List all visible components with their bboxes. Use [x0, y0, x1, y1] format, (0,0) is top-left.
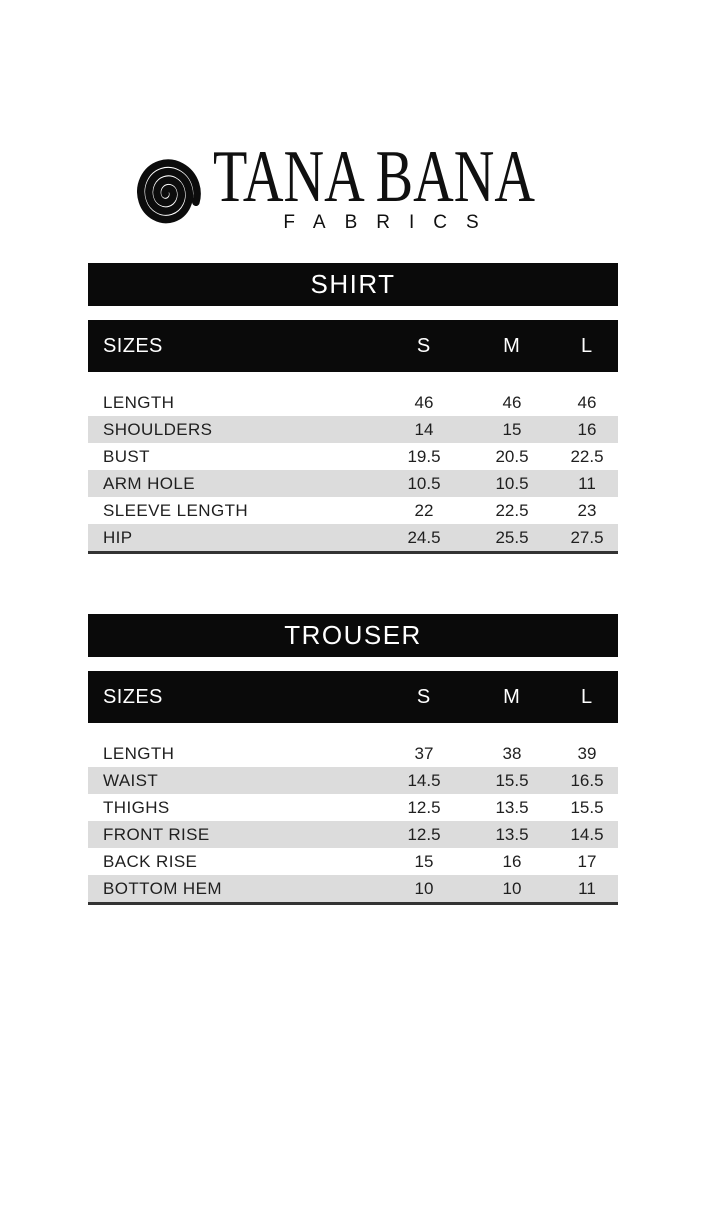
row-value-l: 11	[578, 473, 596, 493]
brand-name	[213, 136, 549, 218]
row-value-l: 15.5	[570, 797, 604, 817]
size-column-m: M	[503, 685, 521, 708]
table-rows	[88, 389, 618, 554]
row-value-l: 11	[578, 878, 596, 898]
spiral-icon	[137, 156, 201, 227]
table-row	[88, 416, 618, 443]
sizes-header-label: SIZES	[103, 334, 163, 357]
row-value-s: 12.5	[407, 797, 441, 817]
row-value-l: 16	[577, 419, 597, 439]
row-label: BUST	[103, 446, 150, 466]
table-title: SHIRT	[310, 269, 396, 299]
row-label: LENGTH	[103, 392, 175, 412]
row-value-s: 10.5	[407, 473, 441, 493]
row-value-s: 15	[414, 851, 434, 871]
table-row	[88, 821, 618, 848]
size-table-trouser	[88, 614, 618, 905]
sizes-header-label: SIZES	[103, 685, 163, 708]
size-column-s: S	[416, 685, 432, 708]
row-value-s: 14.5	[407, 770, 441, 790]
row-value-m: 15	[502, 419, 522, 439]
row-value-s: 19.5	[407, 446, 441, 466]
table-row	[88, 443, 618, 470]
row-value-l: 46	[577, 392, 597, 412]
table-row	[88, 848, 618, 875]
table-title-bar	[88, 263, 618, 306]
table-header-row	[88, 671, 618, 723]
row-value-s: 24.5	[407, 527, 441, 547]
brand-name-text: TANA BANA	[213, 136, 536, 218]
table-row	[88, 767, 618, 794]
table-row	[88, 389, 618, 416]
row-label: LENGTH	[103, 743, 175, 763]
table-row	[88, 794, 618, 821]
brand-text-block	[213, 136, 549, 234]
table-row	[88, 497, 618, 524]
row-label: ARM HOLE	[103, 473, 195, 493]
row-value-l: 17	[577, 851, 597, 871]
table-title: TROUSER	[284, 620, 422, 650]
row-label: SHOULDERS	[103, 419, 213, 439]
row-value-l: 16.5	[570, 770, 604, 790]
row-label: THIGHS	[103, 797, 170, 817]
row-value-s: 12.5	[407, 824, 441, 844]
row-value-m: 20.5	[495, 446, 529, 466]
brand-subtitle-text: FABRICS	[283, 212, 498, 233]
row-value-s: 37	[414, 743, 434, 763]
brand-logo	[0, 136, 703, 240]
table-title-bar	[88, 614, 618, 657]
row-value-m: 22.5	[495, 500, 529, 520]
row-label: HIP	[103, 527, 133, 547]
table-row	[88, 740, 618, 767]
row-value-m: 15.5	[495, 770, 529, 790]
table-row	[88, 524, 618, 551]
row-value-m: 38	[502, 743, 522, 763]
size-column-l: L	[580, 334, 594, 357]
row-value-l: 14.5	[570, 824, 604, 844]
row-value-m: 13.5	[495, 797, 529, 817]
row-value-s: 22	[414, 500, 434, 520]
row-label: BACK RISE	[103, 851, 198, 871]
row-value-m: 10	[502, 878, 522, 898]
row-label: WAIST	[103, 770, 159, 790]
row-value-s: 46	[414, 392, 434, 412]
size-column-m: M	[503, 334, 521, 357]
table-header-row	[88, 320, 618, 372]
row-label: SLEEVE LENGTH	[103, 500, 249, 520]
table-row	[88, 470, 618, 497]
row-value-l: 22.5	[570, 446, 604, 466]
row-value-m: 46	[502, 392, 522, 412]
row-label: BOTTOM HEM	[103, 878, 222, 898]
row-value-m: 13.5	[495, 824, 529, 844]
table-row	[88, 875, 618, 902]
row-value-l: 39	[577, 743, 597, 763]
size-tables	[88, 263, 618, 905]
size-column-l: L	[580, 685, 594, 708]
row-value-s: 10	[414, 878, 434, 898]
row-value-s: 14	[414, 419, 434, 439]
table-rows	[88, 740, 618, 905]
size-chart-page	[0, 136, 720, 905]
row-value-m: 25.5	[495, 527, 529, 547]
size-table-shirt	[88, 263, 618, 554]
row-value-m: 16	[502, 851, 522, 871]
size-column-s: S	[416, 334, 432, 357]
row-label: FRONT RISE	[103, 824, 210, 844]
row-value-l: 23	[577, 500, 597, 520]
row-value-m: 10.5	[495, 473, 529, 493]
row-value-l: 27.5	[570, 527, 604, 547]
